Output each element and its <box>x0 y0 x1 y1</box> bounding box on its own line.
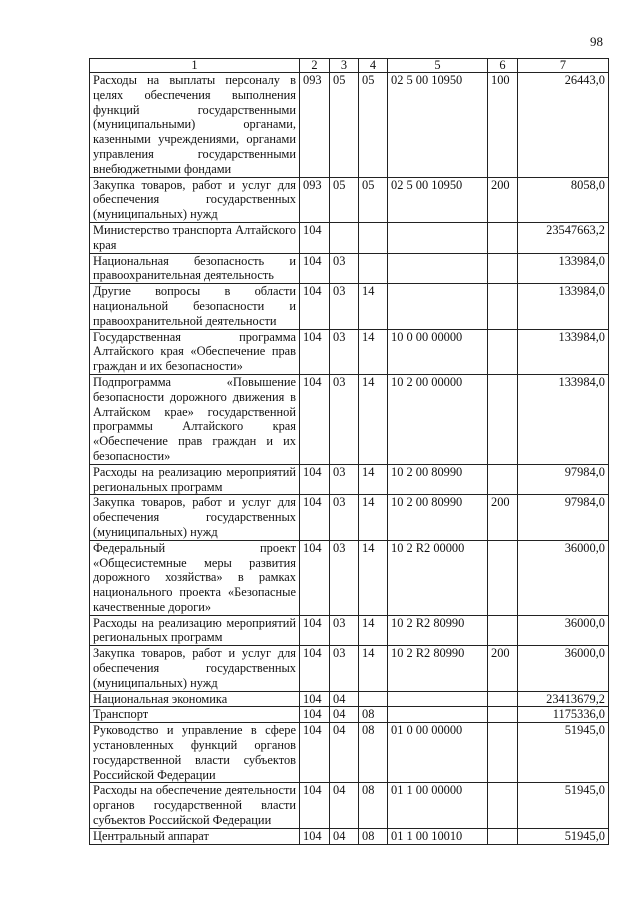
section-code-cell: 04 <box>330 691 359 707</box>
ministry-code-cell: 104 <box>300 495 330 540</box>
expense-type-cell: 200 <box>488 646 518 691</box>
section-code-cell: 05 <box>330 73 359 178</box>
section-code-cell: 03 <box>330 374 359 464</box>
target-article-cell <box>388 284 488 329</box>
ministry-code-cell: 104 <box>300 707 330 723</box>
target-article-cell <box>388 691 488 707</box>
amount-cell: 133984,0 <box>518 374 609 464</box>
section-code-cell: 03 <box>330 540 359 615</box>
amount-cell: 133984,0 <box>518 329 609 374</box>
table-row <box>90 329 609 374</box>
table-row <box>90 374 609 464</box>
section-code-cell: 03 <box>330 464 359 495</box>
expense-type-cell <box>488 828 518 844</box>
amount-cell: 97984,0 <box>518 495 609 540</box>
target-article-cell: 10 2 00 00000 <box>388 374 488 464</box>
header-cell: 2 <box>300 59 330 73</box>
expense-type-cell <box>488 222 518 253</box>
expense-type-cell <box>488 691 518 707</box>
subsection-code-cell: 14 <box>359 615 388 646</box>
item-name-cell: Министерство транспорта Алтайского края <box>90 222 300 253</box>
table-row <box>90 828 609 844</box>
section-code-cell: 03 <box>330 615 359 646</box>
header-cell: 4 <box>359 59 388 73</box>
expense-type-cell <box>488 783 518 828</box>
target-article-cell: 10 2 00 80990 <box>388 495 488 540</box>
subsection-code-cell: 14 <box>359 495 388 540</box>
table-row <box>90 73 609 178</box>
header-cell: 1 <box>90 59 300 73</box>
subsection-code-cell: 05 <box>359 73 388 178</box>
item-name-cell: Руководство и управление в сфере установленных функций органов государственной власти субъектов Российской Федерации <box>90 723 300 783</box>
amount-cell: 36000,0 <box>518 540 609 615</box>
target-article-cell: 01 1 00 10010 <box>388 828 488 844</box>
target-article-cell: 10 2 R2 80990 <box>388 646 488 691</box>
ministry-code-cell: 104 <box>300 615 330 646</box>
expense-type-cell: 100 <box>488 73 518 178</box>
item-name-cell: Расходы на обеспечение деятельности органов государственной власти субъектов Российской Федерации <box>90 783 300 828</box>
expense-type-cell <box>488 723 518 783</box>
amount-cell: 51945,0 <box>518 783 609 828</box>
target-article-cell: 10 0 00 00000 <box>388 329 488 374</box>
amount-cell: 51945,0 <box>518 723 609 783</box>
header-cell: 5 <box>388 59 488 73</box>
target-article-cell <box>388 253 488 284</box>
item-name-cell: Расходы на реализацию мероприятий региональных программ <box>90 615 300 646</box>
amount-cell: 36000,0 <box>518 615 609 646</box>
section-code-cell: 03 <box>330 646 359 691</box>
table-row <box>90 723 609 783</box>
section-code-cell: 05 <box>330 177 359 222</box>
expense-type-cell: 200 <box>488 177 518 222</box>
table-row <box>90 691 609 707</box>
ministry-code-cell: 104 <box>300 783 330 828</box>
table-row <box>90 707 609 723</box>
target-article-cell: 02 5 00 10950 <box>388 177 488 222</box>
subsection-code-cell: 14 <box>359 464 388 495</box>
item-name-cell: Государственная программа Алтайского края «Обеспечение прав граждан и их безопасности» <box>90 329 300 374</box>
subsection-code-cell: 14 <box>359 374 388 464</box>
section-code-cell: 04 <box>330 723 359 783</box>
subsection-code-cell: 08 <box>359 783 388 828</box>
amount-cell: 36000,0 <box>518 646 609 691</box>
item-name-cell: Транспорт <box>90 707 300 723</box>
section-code-cell: 03 <box>330 495 359 540</box>
section-code-cell: 03 <box>330 329 359 374</box>
item-name-cell: Национальная безопасность и правоохранительная деятельность <box>90 253 300 284</box>
ministry-code-cell: 104 <box>300 691 330 707</box>
table-row <box>90 540 609 615</box>
section-code-cell <box>330 222 359 253</box>
expense-type-cell <box>488 615 518 646</box>
table-row <box>90 615 609 646</box>
table-row <box>90 783 609 828</box>
amount-cell: 1175336,0 <box>518 707 609 723</box>
ministry-code-cell: 104 <box>300 222 330 253</box>
target-article-cell <box>388 222 488 253</box>
header-cell: 7 <box>518 59 609 73</box>
expense-type-cell: 200 <box>488 495 518 540</box>
amount-cell: 51945,0 <box>518 828 609 844</box>
target-article-cell: 10 2 R2 00000 <box>388 540 488 615</box>
table-row <box>90 177 609 222</box>
item-name-cell: Федеральный проект «Общесистемные меры развития дорожного хозяйства» в рамках национального проекта «Безопасные качественные дороги» <box>90 540 300 615</box>
table-row <box>90 284 609 329</box>
ministry-code-cell: 104 <box>300 464 330 495</box>
ministry-code-cell: 104 <box>300 828 330 844</box>
expense-type-cell <box>488 464 518 495</box>
subsection-code-cell: 08 <box>359 828 388 844</box>
header-cell: 3 <box>330 59 359 73</box>
ministry-code-cell: 093 <box>300 73 330 178</box>
expense-type-cell <box>488 284 518 329</box>
ministry-code-cell: 104 <box>300 723 330 783</box>
amount-cell: 8058,0 <box>518 177 609 222</box>
table-row <box>90 253 609 284</box>
subsection-code-cell <box>359 253 388 284</box>
subsection-code-cell: 14 <box>359 284 388 329</box>
target-article-cell: 10 2 R2 80990 <box>388 615 488 646</box>
table-row <box>90 495 609 540</box>
expense-type-cell <box>488 374 518 464</box>
target-article-cell: 01 0 00 00000 <box>388 723 488 783</box>
subsection-code-cell <box>359 691 388 707</box>
subsection-code-cell: 14 <box>359 646 388 691</box>
item-name-cell: Расходы на выплаты персоналу в целях обеспечения выполнения функций государственными (муниципальными) органами, казенными учреждениями, органами управления государственными внебюджетными фондами <box>90 73 300 178</box>
item-name-cell: Центральный аппарат <box>90 828 300 844</box>
ministry-code-cell: 093 <box>300 177 330 222</box>
amount-cell: 133984,0 <box>518 253 609 284</box>
item-name-cell: Расходы на реализацию мероприятий региональных программ <box>90 464 300 495</box>
item-name-cell: Закупка товаров, работ и услуг для обеспечения государственных (муниципальных) нужд <box>90 495 300 540</box>
section-code-cell: 04 <box>330 707 359 723</box>
target-article-cell <box>388 707 488 723</box>
table-row <box>90 646 609 691</box>
expense-type-cell <box>488 253 518 284</box>
ministry-code-cell: 104 <box>300 284 330 329</box>
subsection-code-cell: 14 <box>359 540 388 615</box>
subsection-code-cell <box>359 222 388 253</box>
target-article-cell: 10 2 00 80990 <box>388 464 488 495</box>
item-name-cell: Подпрограмма «Повышение безопасности дорожного движения в Алтайском крае» государственной программы Алтайского края «Обеспечение прав граждан и их безопасности» <box>90 374 300 464</box>
subsection-code-cell: 05 <box>359 177 388 222</box>
ministry-code-cell: 104 <box>300 253 330 284</box>
header-cell: 6 <box>488 59 518 73</box>
budget-table <box>89 58 609 845</box>
page-number: 98 <box>590 34 603 49</box>
table-row <box>90 464 609 495</box>
section-code-cell: 03 <box>330 284 359 329</box>
amount-cell: 26443,0 <box>518 73 609 178</box>
subsection-code-cell: 08 <box>359 707 388 723</box>
subsection-code-cell: 08 <box>359 723 388 783</box>
amount-cell: 133984,0 <box>518 284 609 329</box>
subsection-code-cell: 14 <box>359 329 388 374</box>
target-article-cell: 02 5 00 10950 <box>388 73 488 178</box>
item-name-cell: Национальная экономика <box>90 691 300 707</box>
ministry-code-cell: 104 <box>300 374 330 464</box>
target-article-cell: 01 1 00 00000 <box>388 783 488 828</box>
amount-cell: 97984,0 <box>518 464 609 495</box>
table-row <box>90 222 609 253</box>
amount-cell: 23547663,2 <box>518 222 609 253</box>
header-row <box>90 59 609 73</box>
item-name-cell: Другие вопросы в области национальной безопасности и правоохранительной деятельности <box>90 284 300 329</box>
item-name-cell: Закупка товаров, работ и услуг для обеспечения государственных (муниципальных) нужд <box>90 177 300 222</box>
section-code-cell: 04 <box>330 783 359 828</box>
item-name-cell: Закупка товаров, работ и услуг для обеспечения государственных (муниципальных) нужд <box>90 646 300 691</box>
ministry-code-cell: 104 <box>300 540 330 615</box>
expense-type-cell <box>488 329 518 374</box>
expense-type-cell <box>488 707 518 723</box>
ministry-code-cell: 104 <box>300 646 330 691</box>
section-code-cell: 03 <box>330 253 359 284</box>
section-code-cell: 04 <box>330 828 359 844</box>
amount-cell: 23413679,2 <box>518 691 609 707</box>
ministry-code-cell: 104 <box>300 329 330 374</box>
expense-type-cell <box>488 540 518 615</box>
